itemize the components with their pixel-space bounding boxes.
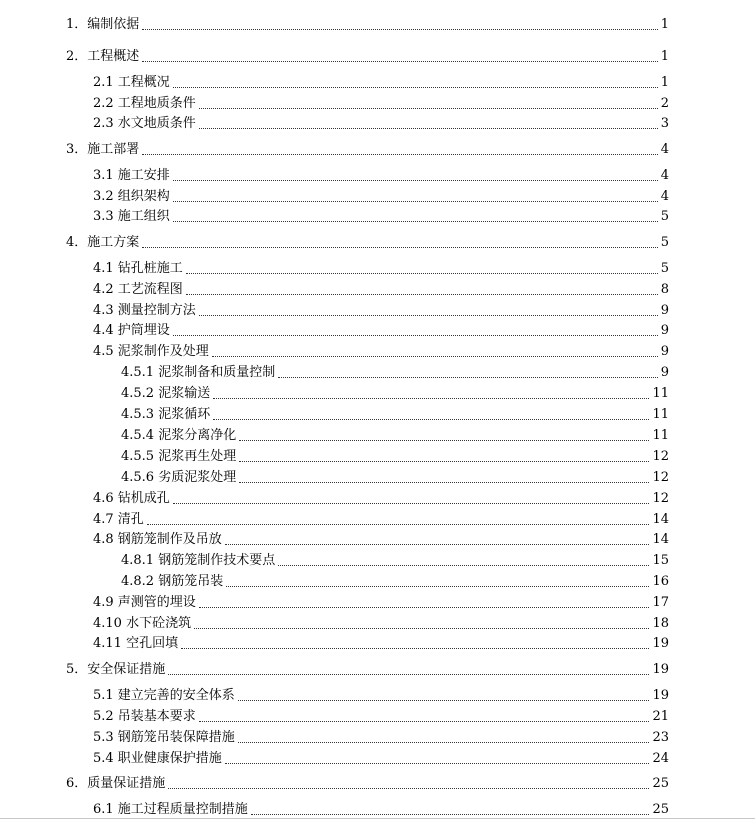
dot-leader [168,787,649,789]
toc-entry-page: 2 [660,96,669,111]
toc-entry-label: 4.8 钢筋笼制作及吊放 [93,532,222,547]
toc-entry-page: 23 [652,730,669,745]
toc-entry-page: 4 [660,189,669,204]
toc-entry[interactable] [0,445,755,465]
toc-entry-page: 3 [660,116,669,131]
toc-entry-label: 3．施工部署 [66,142,140,157]
dot-leader [173,200,658,202]
toc-entry-label: 2.3 水文地质条件 [93,116,196,131]
dot-leader [213,397,649,399]
toc-entry[interactable] [0,205,755,225]
toc-entry-page: 25 [652,776,669,791]
toc-entry[interactable] [0,164,755,184]
page-bottom-divider [0,818,755,819]
toc-entry-label: 4.5.5 泥浆再生处理 [121,449,237,464]
toc-entry-label: 4.10 水下砼浇筑 [93,616,192,631]
toc-entry-page: 5 [660,261,669,276]
toc-entry-page: 16 [652,574,669,589]
dot-leader [147,523,650,525]
toc-entry-page: 11 [652,428,669,443]
toc-entry-label: 5.3 钢筋笼吊装保障措施 [93,730,235,745]
dot-leader [142,28,657,30]
dot-leader [225,543,650,545]
toc-entry[interactable] [0,487,755,507]
toc-entry-label: 3.2 组织架构 [93,189,170,204]
toc-entry-page: 4 [660,142,669,157]
toc-entry[interactable] [0,466,755,486]
toc-entry-label: 4.7 清孔 [93,512,144,527]
dot-leader [239,439,649,441]
dot-leader [173,179,658,181]
toc-entry-page: 12 [652,449,669,464]
toc-entry-label: 5.1 建立完善的安全体系 [93,688,235,703]
toc-entry[interactable] [0,684,755,704]
toc-entry[interactable] [0,13,755,33]
dot-leader [239,460,649,462]
dot-leader [199,107,658,109]
toc-entry[interactable] [0,549,755,569]
toc-entry-page: 19 [652,636,669,651]
toc-entry-label: 4.8.1 钢筋笼制作技术要点 [121,553,276,568]
toc-entry[interactable] [0,591,755,611]
toc-entry-label: 1．编制依据 [66,17,140,32]
toc-entry[interactable] [0,612,755,632]
toc-entry[interactable] [0,747,755,767]
toc-entry-label: 6．质量保证措施 [66,776,166,791]
toc-entry[interactable] [0,726,755,746]
toc-entry-label: 4.1 钻孔桩施工 [93,261,183,276]
toc-entry-label: 2．工程概述 [66,49,140,64]
toc-entry[interactable] [0,508,755,528]
toc-entry-label: 3.1 施工安排 [93,168,170,183]
toc-entry-label: 4.5.4 泥浆分离净化 [121,428,237,443]
toc-entry-page: 14 [652,532,669,547]
dot-leader [251,813,650,815]
toc-entry-label: 4.5.1 泥浆制备和质量控制 [121,365,276,380]
dot-leader [173,334,658,336]
toc-entry-label: 6.1 施工过程质量控制措施 [93,802,248,817]
toc-entry-label: 4.2 工艺流程图 [93,282,183,297]
toc-entry-page: 18 [652,616,669,631]
toc-entry-page: 25 [652,802,669,817]
toc-entry-page: 1 [660,75,669,90]
toc-entry-page: 14 [652,512,669,527]
dot-leader [238,741,650,743]
toc-entry[interactable] [0,798,755,818]
dot-leader [199,720,650,722]
toc-entry-label: 2.1 工程概况 [93,75,170,90]
toc-entry[interactable] [0,45,755,65]
toc-entry-page: 21 [652,709,669,724]
toc-entry[interactable] [0,382,755,402]
dot-leader [199,314,658,316]
toc-entry[interactable] [0,112,755,132]
toc-entry-label: 4.5.6 劣质泥浆处理 [121,470,237,485]
dot-leader [173,220,658,222]
toc-entry-label: 4.8.2 钢筋笼吊装 [121,574,224,589]
toc-entry-page: 24 [652,751,669,766]
dot-leader [199,127,658,129]
toc-entry-page: 5 [660,235,669,250]
toc-entry[interactable] [0,570,755,590]
dot-leader [239,481,649,483]
dot-leader [186,272,658,274]
toc-entry[interactable] [0,231,755,251]
toc-entry-page: 19 [652,688,669,703]
toc-entry[interactable] [0,319,755,339]
toc-entry-label: 4.9 声测管的埋设 [93,595,196,610]
toc-entry-label: 4.4 护筒埋设 [93,323,170,338]
toc-entry[interactable] [0,528,755,548]
toc-entry[interactable] [0,424,755,444]
toc-entry[interactable] [0,278,755,298]
toc-entry-page: 1 [660,17,669,32]
dot-leader [173,86,658,88]
toc-entry-label: 5．安全保证措施 [66,662,166,677]
dot-leader [168,673,649,675]
toc-entry-page: 5 [660,209,669,224]
dot-leader [142,60,657,62]
toc-entry-page: 11 [652,407,669,422]
dot-leader [212,355,658,357]
toc-entry-page: 1 [660,49,669,64]
dot-leader [238,699,650,701]
toc-entry-page: 12 [652,491,669,506]
toc-entry[interactable] [0,403,755,423]
toc-entry-page: 9 [660,303,669,318]
toc-entry-label: 5.4 职业健康保护措施 [93,751,222,766]
dot-leader [278,564,649,566]
dot-leader [142,246,657,248]
toc-entry[interactable] [0,185,755,205]
toc-entry-label: 3.3 施工组织 [93,209,170,224]
dot-leader [186,293,658,295]
dot-leader [181,647,649,649]
toc-entry[interactable] [0,632,755,652]
toc-entry-label: 4.3 测量控制方法 [93,303,196,318]
toc-entry-page: 12 [652,470,669,485]
toc-entry-label: 4.6 钻机成孔 [93,491,170,506]
toc-entry-page: 4 [660,168,669,183]
toc-entry-page: 11 [652,386,669,401]
toc-entry[interactable] [0,340,755,360]
toc-entry-label: 2.2 工程地质条件 [93,96,196,111]
toc-entry-page: 17 [652,595,669,610]
dot-leader [142,153,657,155]
toc-entry[interactable] [0,705,755,725]
toc-entry-label: 4．施工方案 [66,235,140,250]
toc-entry[interactable] [0,257,755,277]
toc-entry-label: 4.5.2 泥浆输送 [121,386,211,401]
dot-leader [173,502,650,504]
toc-entry-label: 4.5 泥浆制作及处理 [93,344,209,359]
toc-entry[interactable] [0,92,755,112]
toc-entry[interactable] [0,299,755,319]
toc-entry[interactable] [0,361,755,381]
toc-entry[interactable] [0,772,755,792]
dot-leader [226,585,649,587]
dot-leader [194,627,649,629]
toc-entry[interactable] [0,658,755,678]
dot-leader [199,606,650,608]
toc-entry-page: 15 [652,553,669,568]
toc-entry-page: 9 [660,365,669,380]
toc-entry-label: 4.5.3 泥浆循环 [121,407,211,422]
toc-entry-label: 4.11 空孔回填 [93,636,179,651]
dot-leader [278,376,658,378]
dot-leader [213,418,649,420]
toc-entry[interactable] [0,71,755,91]
toc-entry-page: 9 [660,323,669,338]
toc-entry[interactable] [0,138,755,158]
dot-leader [225,762,650,764]
toc-entry-label: 5.2 吊装基本要求 [93,709,196,724]
toc-entry-page: 9 [660,344,669,359]
toc-entry-page: 8 [660,282,669,297]
toc-entry-page: 19 [652,662,669,677]
